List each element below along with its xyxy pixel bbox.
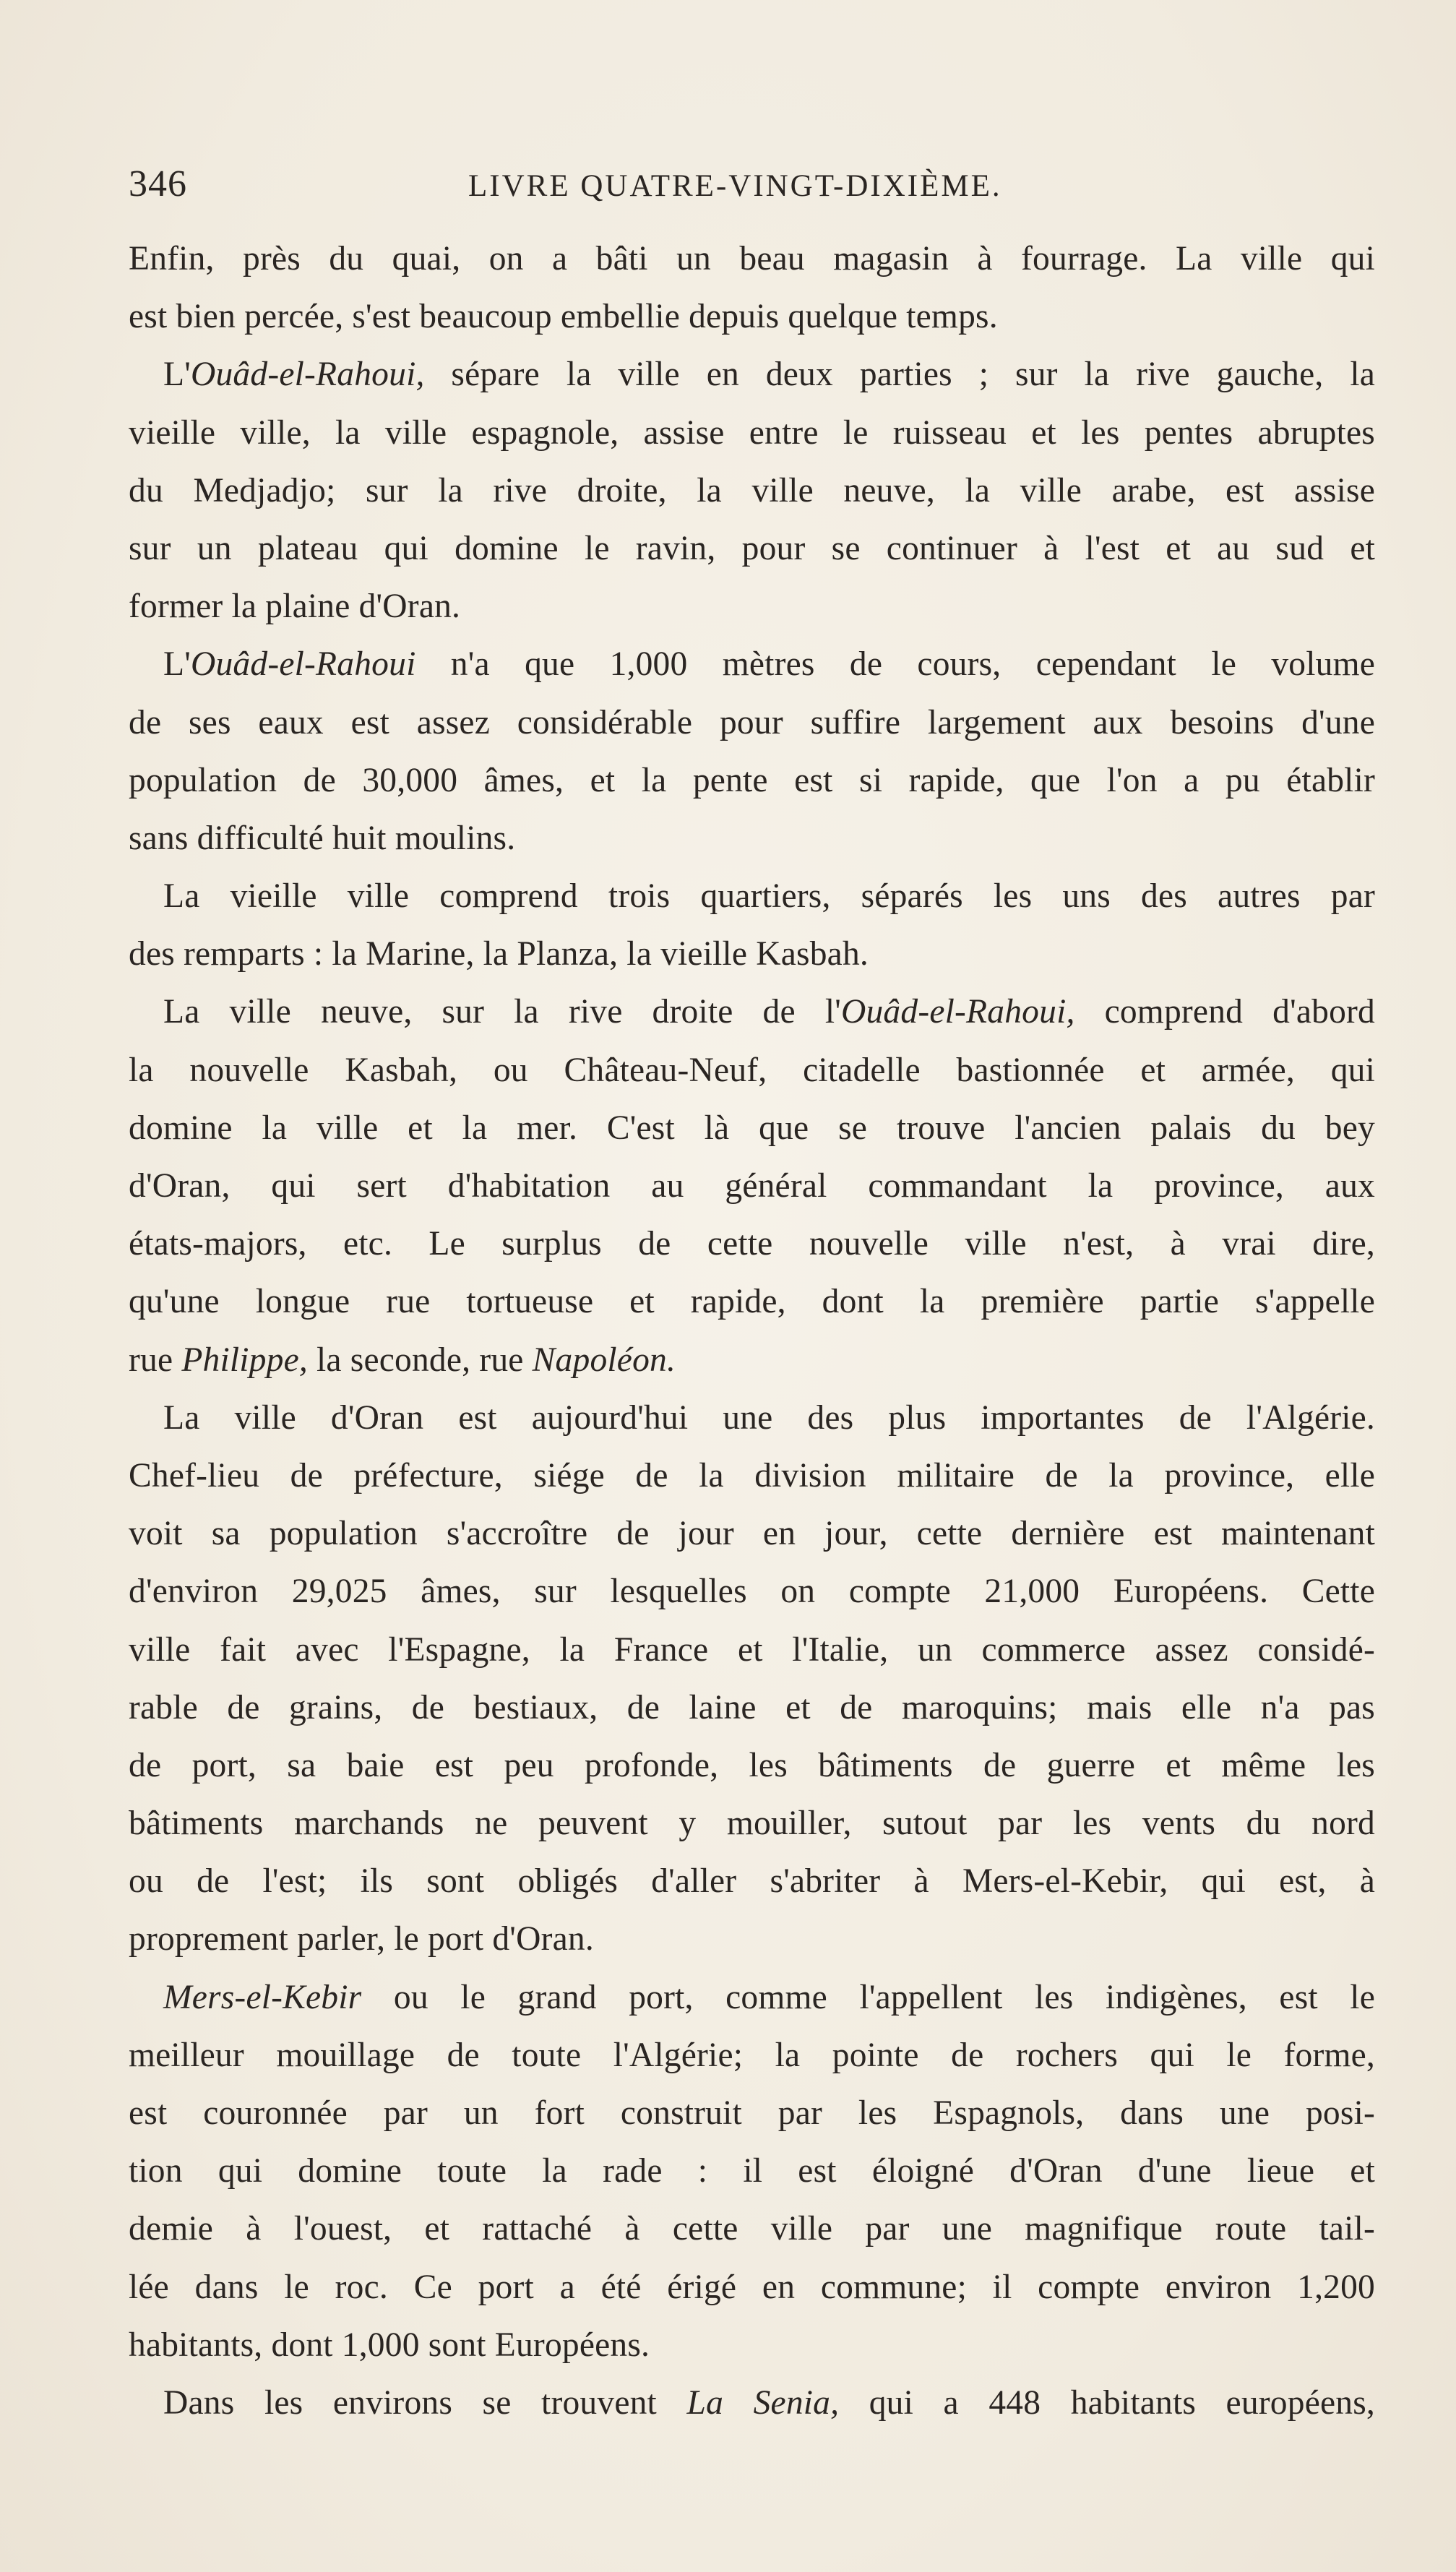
text-segment: sépare la ville en deux parties ; sur la rive gauche, la [424, 356, 1375, 394]
text-segment: La ville d'Oran est aujourd'hui une des plus importantes de l'Algérie. [163, 1398, 1375, 1437]
text-segment: est couronnée par un fort construit par les Espagnols, dans une posi- [129, 2094, 1375, 2132]
text-line [129, 1562, 1375, 1620]
text-segment: Enfin, près du quai, on a bâti un beau magasin à fourrage. La ville qui [129, 240, 1375, 278]
text-line [129, 983, 1375, 1041]
italic-text: Mers-el-Kebir [163, 1978, 362, 2016]
text-line [129, 462, 1375, 520]
body-text [129, 230, 1375, 2432]
text-line [129, 1969, 1375, 2026]
text-line [129, 520, 1375, 577]
italic-text: Ouâd-el-Rahoui [190, 645, 416, 684]
text-segment: Chef-lieu de préfecture, siége de la division militaire de la province, elle [129, 1456, 1375, 1494]
text-segment: est bien percée, s'est beaucoup embellie depuis quelque temps. [129, 298, 998, 336]
text-line [129, 1852, 1375, 1910]
text-line [129, 925, 1375, 983]
page-header [129, 163, 1371, 213]
text-segment: L' [163, 645, 191, 684]
text-line [129, 1447, 1375, 1505]
text-segment: la nouvelle Kasbah, ou Château-Neuf, citadelle bastionnée et armée, qui [129, 1051, 1375, 1089]
text-line [129, 288, 1375, 345]
text-line [129, 1910, 1375, 1968]
text-line [129, 2316, 1375, 2374]
text-line [129, 1737, 1375, 1794]
text-segment: Dans les environs se trouvent [163, 2383, 687, 2422]
text-line [129, 345, 1375, 403]
text-line [129, 1215, 1375, 1273]
text-segment: n'a que 1,000 mètres de cours, cependant le volume [415, 645, 1375, 684]
text-line [129, 230, 1375, 288]
text-segment: sur un plateau qui domine le ravin, pour se continuer à l'est et au sud et [129, 529, 1375, 567]
text-line [129, 2084, 1375, 2142]
text-segment: d'environ 29,025 âmes, sur lesquelles on compte 21,000 Européens. Cette [129, 1573, 1375, 1611]
text-segment: L' [163, 356, 191, 394]
text-segment: du Medjadjo; sur la rive droite, la ville neuve, la ville arabe, est assise [129, 471, 1375, 509]
text-line [129, 1389, 1375, 1447]
text-segment: La vieille ville comprend trois quartiers, séparés les uns des autres par [163, 877, 1375, 916]
text-line [129, 1099, 1375, 1157]
text-segment: états-majors, etc. Le surplus de cette nouvelle ville n'est, à vrai dire, [129, 1225, 1375, 1263]
text-line [129, 577, 1375, 635]
text-line [129, 694, 1375, 752]
text-segment: La ville neuve, sur la rive droite de l' [163, 993, 841, 1031]
text-line [129, 1331, 1375, 1389]
text-segment: qui a 448 habitants européens, [839, 2383, 1375, 2422]
text-segment: population de 30,000 âmes, et la pente est si rapide, que l'on a pu établir [129, 761, 1375, 799]
text-segment: rable de grains, de bestiaux, de laine et de maroquins; mais elle n'a pas [129, 1688, 1375, 1726]
text-line [129, 867, 1375, 925]
text-segment: vieille ville, la ville espagnole, assise entre le ruisseau et les pentes abruptes [129, 413, 1375, 452]
text-segment: habitants, dont 1,000 sont Européens. [129, 2326, 650, 2364]
text-segment: rue [129, 1341, 182, 1379]
text-segment: ville fait avec l'Espagne, la France et l'Italie, un commerce assez considé- [129, 1630, 1375, 1669]
text-segment: meilleur mouillage de toute l'Algérie; la pointe de rochers qui le forme, [129, 2036, 1375, 2074]
text-line [129, 2026, 1375, 2084]
text-line [129, 1157, 1375, 1215]
text-line [129, 1041, 1375, 1099]
text-line [129, 2258, 1375, 2316]
text-line [129, 752, 1375, 809]
text-segment: bâtiments marchands ne peuvent y mouiller, sutout par les vents du nord [129, 1805, 1375, 1843]
text-segment: domine la ville et la mer. C'est là que se trouve l'ancien palais du bey [129, 1109, 1375, 1147]
text-line [129, 809, 1375, 867]
text-line [129, 2200, 1375, 2258]
text-segment: former la plaine d'Oran. [129, 588, 461, 626]
text-segment: de ses eaux est assez considérable pour suffire largement aux besoins d'une [129, 703, 1375, 741]
italic-text: Napoléon. [532, 1341, 676, 1379]
italic-text: La Senia, [686, 2383, 840, 2422]
text-segment: d'Oran, qui sert d'habitation au général commandant la province, aux [129, 1167, 1375, 1205]
text-segment: voit sa population s'accroître de jour en jour, cette dernière est maintenant [129, 1515, 1375, 1553]
text-segment: qu'une longue rue tortueuse et rapide, dont la première partie s'appelle [129, 1283, 1375, 1321]
text-segment: tion qui domine toute la rade : il est éloigné d'Oran d'une lieue et [129, 2152, 1375, 2190]
text-line [129, 404, 1375, 462]
text-line [129, 1621, 1375, 1679]
page-number: 346 [129, 163, 187, 205]
text-segment: proprement parler, le port d'Oran. [129, 1920, 594, 1958]
text-segment: lée dans le roc. Ce port a été érigé en commune; il compte environ 1,200 [129, 2268, 1375, 2306]
text-line [129, 1273, 1375, 1330]
text-segment: de port, sa baie est peu profonde, les bâtiments de guerre et même les [129, 1746, 1375, 1784]
text-line [129, 2142, 1375, 2200]
text-segment: des remparts : la Marine, la Planza, la vieille Kasbah. [129, 935, 869, 973]
text-segment: sans difficulté huit moulins. [129, 819, 516, 857]
text-line [129, 2374, 1375, 2432]
text-segment: la seconde, rue [307, 1341, 533, 1379]
text-segment: demie à l'ouest, et rattaché à cette ville par une magnifique route tail- [129, 2210, 1375, 2248]
italic-text: Philippe, [181, 1341, 308, 1379]
text-line [129, 1794, 1375, 1852]
text-line [129, 1679, 1375, 1737]
italic-text: Ouâd-el-Rahoui, [840, 993, 1075, 1031]
text-segment: ou le grand port, comme l'appellent les indigènes, est le [361, 1978, 1375, 2016]
text-line [129, 1505, 1375, 1562]
italic-text: Ouâd-el-Rahoui, [190, 356, 425, 394]
text-segment: comprend d'abord [1074, 993, 1375, 1031]
text-line [129, 635, 1375, 693]
text-segment: ou de l'est; ils sont obligés d'aller s'abriter à Mers-el-Kebir, qui est, à [129, 1862, 1375, 1901]
running-title: LIVRE QUATRE-VINGT-DIXIÈME. [468, 169, 1002, 203]
